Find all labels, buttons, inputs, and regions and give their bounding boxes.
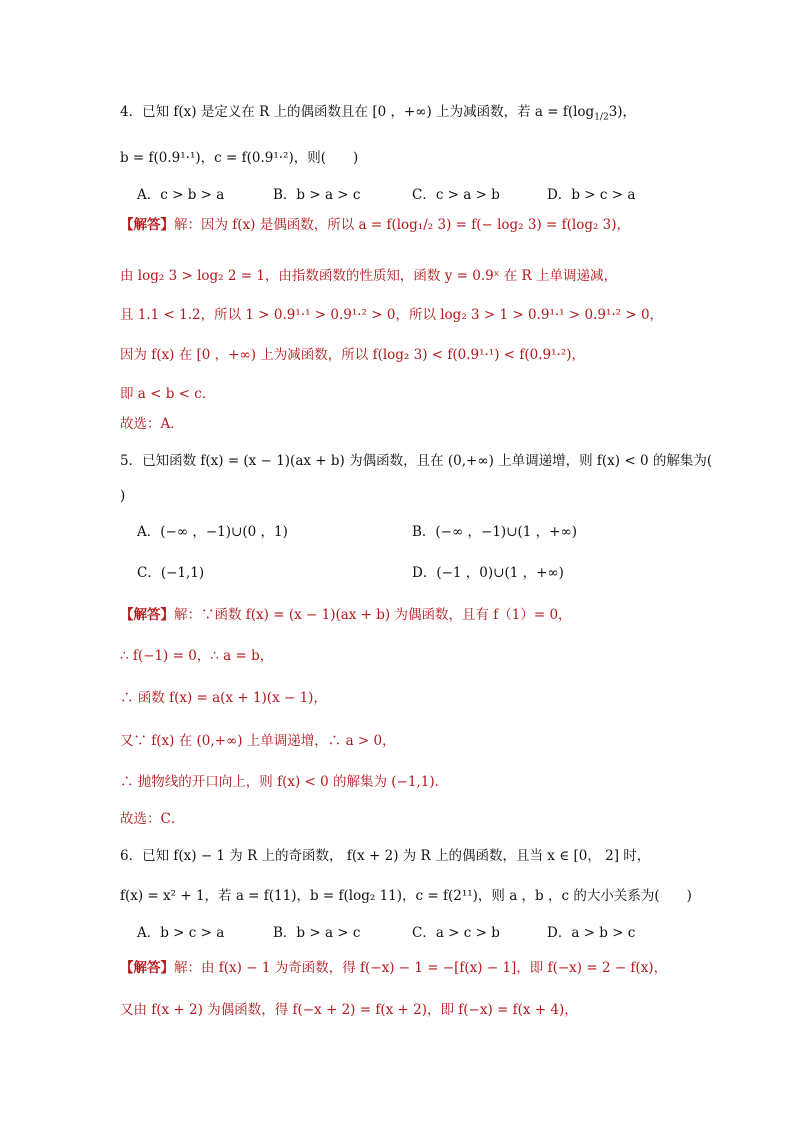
q4-solution-line6: 故选：A． xyxy=(120,416,184,432)
q5-option-d: D．(−1 ，0)∪(1 ，+∞) xyxy=(412,565,564,581)
q4-answer-tag: 【解答】 xyxy=(120,217,174,233)
q4-option-d: D．b > c > a xyxy=(547,187,636,203)
q5-option-a: A．(−∞ ，−1)∪(0 ，1) xyxy=(137,524,288,540)
q4-log-base: 1/2 xyxy=(594,112,609,123)
q6-option-a: A．b > c > a xyxy=(137,925,225,941)
q4-stem-line2: b = f(0.9¹·¹)，c = f(0.9¹·²)，则( ) xyxy=(120,150,359,166)
q6-stem-line1: 6．已知 f(x) − 1 为 R 上的奇函数， f(x + 2) 为 R 上的偶函数，且当 x ∈ [0， 2] 时， xyxy=(120,848,651,864)
q5-option-c: C．(−1,1) xyxy=(137,565,205,581)
q5-stem-line2: ) xyxy=(120,488,126,504)
q4-solution-line3: 且 1.1 < 1.2，所以 1 > 0.9¹·¹ > 0.9¹·² > 0，所以 log₂ 3 > 1 > 0.9¹·¹ > 0.9¹·² > 0， xyxy=(120,307,664,323)
q5-solution-line4: 又∵ f(x) 在 (0,+∞) 上单调递增，∴ a > 0， xyxy=(120,733,396,749)
q4-solution-line2: 由 log₂ 3 > log₂ 2 = 1，由指数函数的性质知，函数 y = 0.9ˣ 在 R 上单调递减， xyxy=(120,268,617,284)
q4-solution-line4: 因为 f(x) 在 [0 ，+∞) 上为减函数，所以 f(log₂ 3) < f(0.9¹·¹) < f(0.9¹·²)， xyxy=(120,347,585,363)
q6-solution-line2: 又由 f(x + 2) 为偶函数，得 f(−x + 2) = f(x + 2)，即 f(−x) = f(x + 4)， xyxy=(120,1002,578,1018)
q4-option-c: C．c > a > b xyxy=(412,187,500,203)
q4-solution-line1: 【解答】解：因为 f(x) 是偶函数，所以 a = f(log₁/₂ 3) = f(− log₂ 3) = f(log₂ 3)， xyxy=(120,217,631,233)
q4-option-b: B．b > a > c xyxy=(273,187,361,203)
q6-solution-line1: 【解答】解：由 f(x) − 1 为奇函数，得 f(−x) − 1 = −[f(x) − 1]，即 f(−x) = 2 − f(x)， xyxy=(120,960,668,976)
q5-solution-line3: ∴ 函数 f(x) = a(x + 1)(x − 1)， xyxy=(120,690,327,706)
q5-solution-line5: ∴ 抛物线的开口向上，则 f(x) < 0 的解集为 (−1,1)． xyxy=(120,774,449,790)
q4-stem-line1: 4．已知 f(x) 是定义在 R 上的偶函数且在 [0 ，+∞) 上为减函数，若 $a = f(\log_{1/2}3)$， xyxy=(120,104,637,123)
q6-option-b: B．b > a > c xyxy=(273,925,361,941)
q4-option-a: A．c > b > a xyxy=(137,187,225,203)
q6-answer-tag: 【解答】 xyxy=(120,960,174,976)
q5-solution-line6: 故选：C． xyxy=(120,811,185,827)
q5-solution-line1: 【解答】解：∵函数 f(x) = (x − 1)(ax + b) 为偶函数，且有 f（1）= 0， xyxy=(120,607,572,623)
q6-option-d: D．a > b > c xyxy=(547,925,636,941)
q5-option-b: B．(−∞ ，−1)∪(1 ，+∞) xyxy=(412,524,577,540)
q6-stem-line2: f(x) = x² + 1，若 a = f(11)，b = f(log₂ 11)，c = f(2¹¹)，则 a ，b ，c 的大小关系为( ) xyxy=(120,888,692,904)
q5-answer-tag: 【解答】 xyxy=(120,607,174,623)
q5-stem-line1: 5．已知函数 f(x) = (x − 1)(ax + b) 为偶函数，且在 (0,+∞) 上单调递增，则 f(x) < 0 的解集为( xyxy=(120,453,713,469)
q4-solution-line5: 即 a < b < c． xyxy=(120,386,216,402)
q6-option-c: C．a > c > b xyxy=(412,925,500,941)
q5-solution-line2: ∴ f(−1) = 0，∴ a = b， xyxy=(120,648,274,664)
